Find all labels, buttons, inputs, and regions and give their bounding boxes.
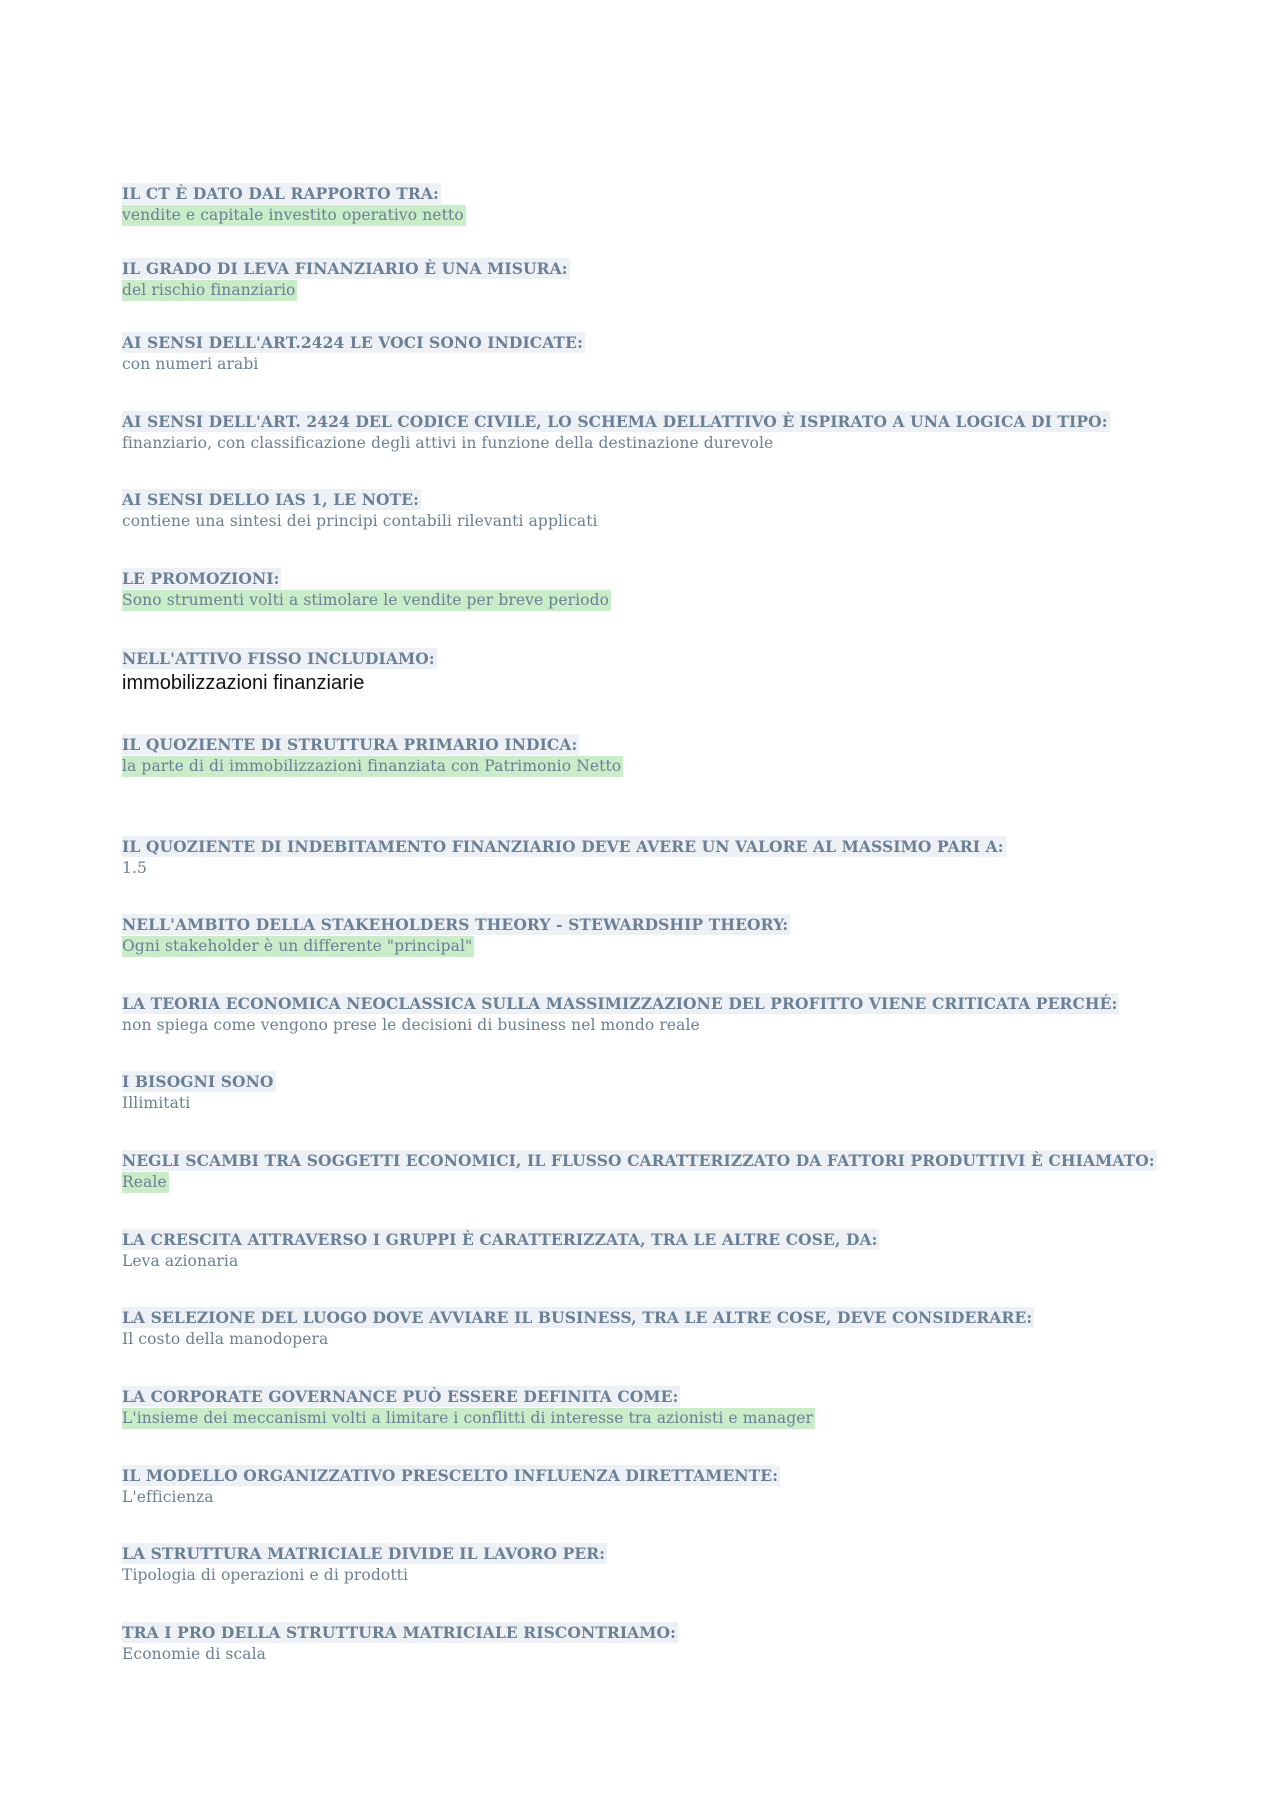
answer-line: [122, 1565, 1202, 1586]
qa-block: [122, 914, 1202, 957]
question-text: TRA I PRO DELLA STRUTTURA MATRICIALE RISCONTRIAMO:: [122, 1623, 676, 1642]
answer-text: Tipologia di operazioni e di prodotti: [122, 1566, 409, 1584]
answer-line: [122, 205, 1202, 226]
question-text: AI SENSI DELL'ART.2424 LE VOCI SONO INDICATE:: [122, 333, 583, 352]
qa-block: [122, 1386, 1202, 1429]
question-text: IL GRADO DI LEVA FINANZIARIO È UNA MISURA:: [122, 259, 568, 278]
qa-block: [122, 332, 1202, 375]
answer-line: [122, 354, 1202, 375]
question-text: IL CT È DATO DAL RAPPORTO TRA:: [122, 184, 439, 203]
question-text: IL QUOZIENTE DI STRUTTURA PRIMARIO INDICA:: [122, 735, 578, 754]
answer-line: [122, 1408, 1202, 1429]
answer-text: 1.5: [122, 859, 147, 877]
qa-block: [122, 1465, 1202, 1508]
qa-block: [122, 568, 1202, 611]
answer-text: Ogni stakeholder è un differente "principal": [122, 937, 473, 955]
question-text: NELL'ATTIVO FISSO INCLUDIAMO:: [122, 649, 435, 668]
question-text: I BISOGNI SONO: [122, 1072, 274, 1091]
answer-line: [122, 280, 1202, 301]
qa-block: [122, 648, 1202, 696]
question-text: LE PROMOZIONI:: [122, 569, 280, 588]
qa-block: [122, 258, 1202, 301]
answer-text: del rischio finanziario: [122, 281, 296, 299]
answer-line: [122, 511, 1202, 532]
qa-block: [122, 1622, 1202, 1665]
answer-line: [122, 1172, 1202, 1193]
answer-text: Economie di scala: [122, 1645, 266, 1663]
answer-line: [122, 1251, 1202, 1272]
qa-block: [122, 1071, 1202, 1114]
question-text: IL QUOZIENTE DI INDEBITAMENTO FINANZIARIO DEVE AVERE UN VALORE AL MASSIMO PARI A:: [122, 837, 1004, 856]
question-text: LA CORPORATE GOVERNANCE PUÒ ESSERE DEFINITA COME:: [122, 1387, 679, 1406]
answer-text: non spiega come vengono prese le decisioni di business nel mondo reale: [122, 1016, 700, 1034]
answer-line: [122, 1329, 1202, 1350]
answer-line: [122, 433, 1202, 454]
answer-text: finanziario, con classificazione degli attivi in funzione della destinazione durevole: [122, 434, 774, 452]
qa-block: [122, 1543, 1202, 1586]
qa-block: [122, 734, 1202, 777]
answer-line: [122, 670, 1202, 696]
question-text: LA SELEZIONE DEL LUOGO DOVE AVVIARE IL BUSINESS, TRA LE ALTRE COSE, DEVE CONSIDERARE:: [122, 1308, 1033, 1327]
qa-block: [122, 183, 1202, 226]
answer-text: Sono strumenti volti a stimolare le vendite per breve periodo: [122, 591, 610, 609]
answer-text: Leva azionaria: [122, 1252, 239, 1270]
question-text: IL MODELLO ORGANIZZATIVO PRESCELTO INFLUENZA DIRETTAMENTE:: [122, 1466, 779, 1485]
answer-line: [122, 1487, 1202, 1508]
qa-block: [122, 836, 1202, 879]
answer-line: [122, 590, 1202, 611]
answer-text: Illimitati: [122, 1094, 191, 1112]
answer-line: [122, 1644, 1202, 1665]
answer-line: [122, 756, 1202, 777]
answer-text: Il costo della manodopera: [122, 1330, 329, 1348]
qa-block: [122, 411, 1202, 454]
question-text: LA CRESCITA ATTRAVERSO I GRUPPI È CARATTERIZZATA, TRA LE ALTRE COSE, DA:: [122, 1230, 878, 1249]
answer-line: [122, 1015, 1202, 1036]
question-text: AI SENSI DELL'ART. 2424 DEL CODICE CIVILE, LO SCHEMA DELLATTIVO È ISPIRATO A UNA LOGICA DI TIPO:: [122, 412, 1108, 431]
qa-block: [122, 1307, 1202, 1350]
answer-text: immobilizzazioni finanziarie: [122, 672, 365, 694]
qa-block: [122, 1229, 1202, 1272]
question-text: NELL'AMBITO DELLA STAKEHOLDERS THEORY - STEWARDSHIP THEORY:: [122, 915, 789, 934]
question-text: NEGLI SCAMBI TRA SOGGETTI ECONOMICI, IL FLUSSO CARATTERIZZATO DA FATTORI PRODUTTIVI È CHIAMATO:: [122, 1151, 1155, 1170]
question-text: AI SENSI DELLO IAS 1, LE NOTE:: [122, 490, 419, 509]
answer-text: L'efficienza: [122, 1488, 214, 1506]
qa-block: [122, 993, 1202, 1036]
answer-text: contiene una sintesi dei principi contabili rilevanti applicati: [122, 512, 598, 530]
qa-block: [122, 489, 1202, 532]
question-text: LA TEORIA ECONOMICA NEOCLASSICA SULLA MASSIMIZZAZIONE DEL PROFITTO VIENE CRITICATA PERCHÉ:: [122, 994, 1118, 1013]
answer-text: vendite e capitale investito operativo netto: [122, 206, 464, 224]
answer-line: [122, 858, 1202, 879]
qa-block: [122, 1150, 1202, 1193]
answer-text: con numeri arabi: [122, 355, 259, 373]
answer-line: [122, 1093, 1202, 1114]
answer-line: [122, 936, 1202, 957]
answer-text: Reale: [122, 1173, 167, 1191]
question-text: LA STRUTTURA MATRICIALE DIVIDE IL LAVORO PER:: [122, 1544, 606, 1563]
answer-text: L'insieme dei meccanismi volti a limitare i conflitti di interesse tra azionisti e manager: [122, 1409, 814, 1427]
answer-text: la parte di di immobilizzazioni finanziata con Patrimonio Netto: [122, 757, 622, 775]
